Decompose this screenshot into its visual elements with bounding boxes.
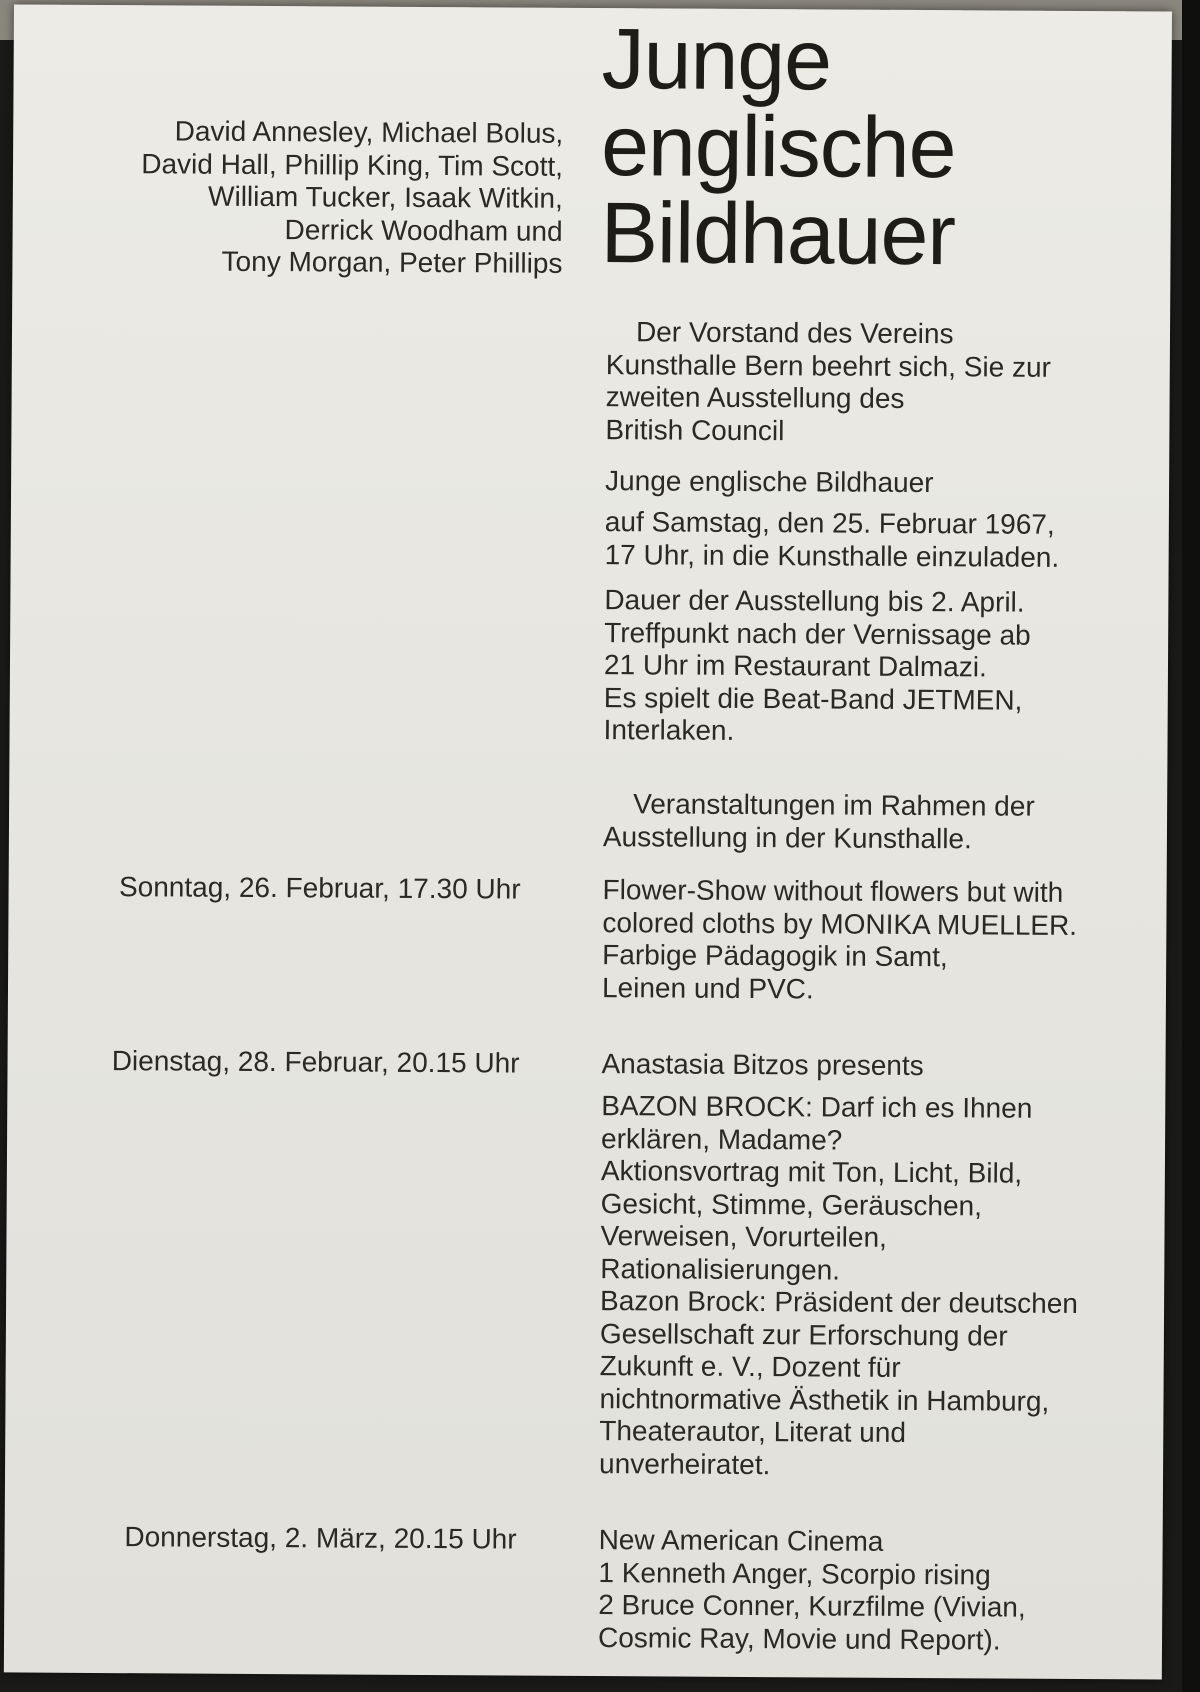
text-line: Treffpunkt nach der Vernissage ab [604,616,1031,651]
text-line: Rationalisierungen. [600,1252,841,1286]
artist-list [32,115,563,281]
text-line: Gesellschaft zur Erforschung der [599,1317,1008,1352]
text-line: BAZON BROCK: Darf ich es Ihnen [601,1090,1033,1124]
event-description [602,874,1173,1007]
exhibition-details [603,584,1174,750]
text-line: 21 Uhr im Restaurant Dalmazi. [603,649,987,683]
title-line: Junge [601,11,832,109]
text-line: erklären, Madame? [601,1122,843,1156]
text-line: Verweisen, Vorurteilen, [600,1220,887,1253]
event-date: Sonntag, 26. Februar, 17.30 Uhr [118,871,521,905]
invitation-text [605,316,1176,449]
event-description [598,1524,1169,1657]
text-line: 2 Bruce Conner, Kurzfilme (Vivian, [598,1589,1026,1623]
text-line: British Council [605,413,785,446]
event-date: Donnerstag, 2. März, 20.15 Uhr [124,1521,517,1555]
text-line: zweiten Ausstellung des [605,381,905,414]
text-line: Aktionsvortrag mit Ton, Licht, Bild, [600,1155,1023,1189]
text-line: Ausstellung in der Kunsthalle. [602,820,972,854]
artist-line: William Tucker, Isaak Witkin, [208,180,563,214]
text-line: Farbige Pädagogik in Samt, [602,939,948,973]
title-line: englische [600,98,956,197]
text-line: unverheiratet. [599,1447,771,1480]
text-line: Interlaken. [603,714,735,746]
text-line: 1 Kenneth Anger, Scorpio rising [598,1556,991,1590]
artist-line: David Annesley, Michael Bolus, [174,115,564,149]
text-line: Dauer der Ausstellung bis 2. April. [604,584,1025,618]
text-line: Theaterautor, Literat und [599,1415,907,1448]
exhibition-name [605,465,1175,501]
text-line: New American Cinema [598,1524,884,1557]
artist-line: Derrick Woodham und [284,213,563,247]
text-line: 17 Uhr, in die Kunsthalle einzuladen. [604,538,1060,573]
text-line: colored cloths by MONIKA MUELLER. [602,906,1078,941]
desk-edge [1182,0,1200,1692]
invitation-page [4,4,1172,1679]
text-line: Cosmic Ray, Movie und Report). [597,1621,1001,1656]
text-line: Zukunft e. V., Dozent für [599,1350,901,1383]
events-heading [603,788,1173,856]
title-line: Bildhauer [600,185,956,284]
event-description [601,1048,1171,1084]
artist-line: David Hall, Phillip King, Tim Scott, [141,147,564,182]
text-line: Anastasia Bitzos presents [601,1048,924,1082]
text-line: Es spielt die Beat-Band JETMEN, [603,681,1023,716]
text-line: auf Samstag, den 25. Februar 1967, [604,506,1055,540]
text-line: Bazon Brock: Präsident der deutschen [600,1285,1079,1319]
text-line: Gesicht, Stimme, Geräuschen, [600,1187,983,1221]
text-line: nichtnormative Ästhetik in Hamburg, [599,1382,1050,1417]
text-line: Veranstaltungen im Rahmen der [633,788,1035,822]
opening-info [605,506,1175,574]
text-line: Flower-Show without flowers but with [602,874,1064,908]
event-date: Dienstag, 28. Februar, 20.15 Uhr [111,1045,520,1079]
text-line: Junge englische Bildhauer [605,465,934,499]
page-title [600,11,956,284]
artist-line: Tony Morgan, Peter Phillips [221,245,563,279]
text-line: Kunsthalle Bern beehrt sich, Sie zur [605,348,1052,383]
event-description [599,1090,1171,1483]
text-line: Der Vorstand des Vereins [635,316,954,350]
text-line: Leinen und PVC. [601,971,814,1004]
